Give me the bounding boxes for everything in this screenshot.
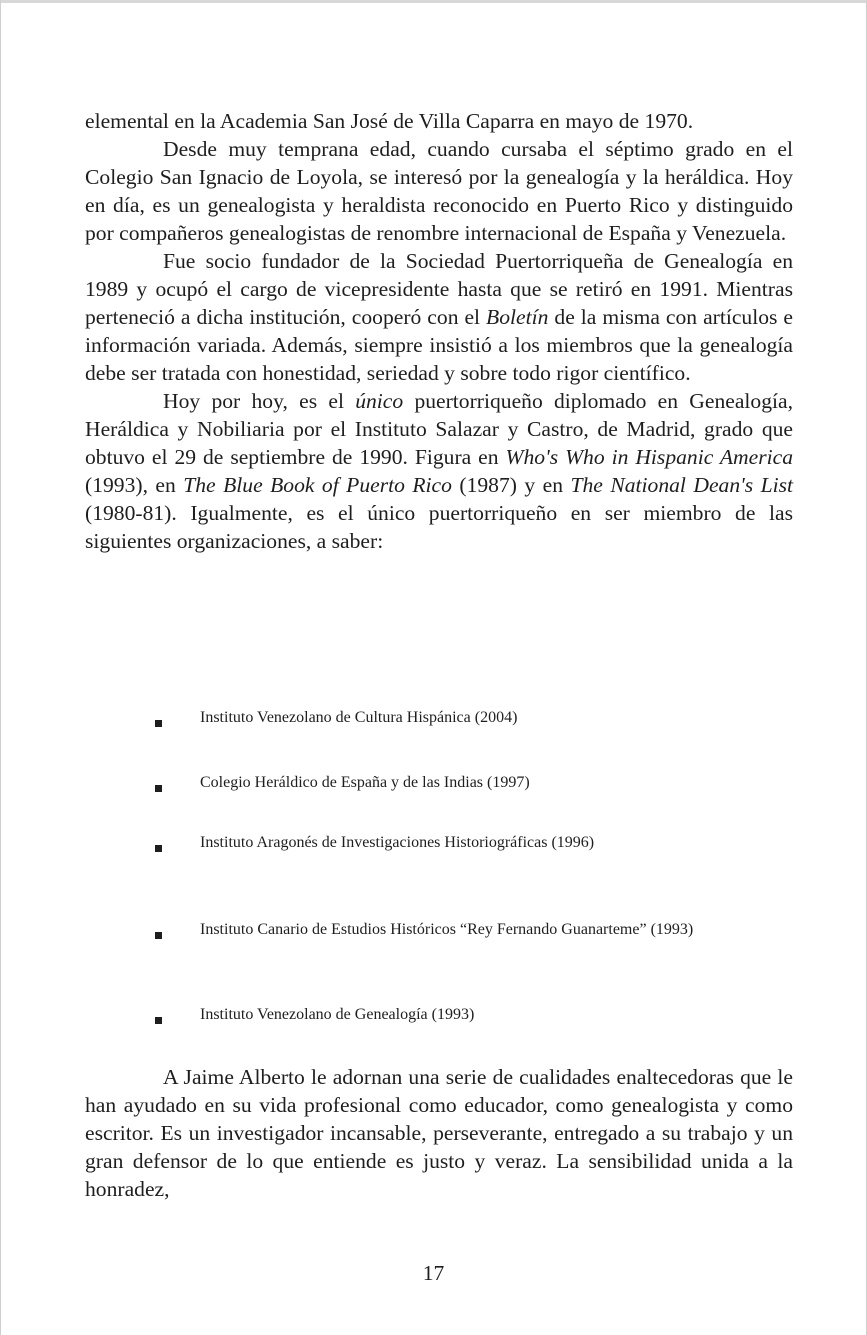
list-item: [85, 921, 793, 939]
list-item-label: Colegio Heráldico de España y de las Indias (1997): [200, 774, 530, 791]
paragraph-2: Desde muy temprana edad, cuando cursaba el séptimo grado en el Colegio San Ignacio de Loyola, se interesó por la genealogía y la heráldica. Hoy en día, es un genealogista y heraldista reconocido en Puerto Rico y distinguido por compañeros genealogistas de renombre internacional de España y Venezuela.: [85, 137, 793, 245]
deans-list-title: The National Dean's List: [570, 473, 794, 497]
paragraph-4-text-g: (1987) y en: [451, 473, 571, 497]
blue-book-title: The Blue Book of Puerto Rico: [183, 473, 452, 497]
paragraph-1: elemental en la Academia San José de Villa Caparra en mayo de 1970.: [85, 109, 694, 133]
list-item: [85, 709, 793, 727]
paragraph-4-text-a: Hoy por hoy, es el: [163, 389, 356, 413]
paragraph-3: [85, 247, 793, 387]
boletin-title: Boletín: [486, 305, 549, 329]
paragraph-4-text-c: puertorriqueño diplomado en Genealogía, Heráldica y Nobiliaria por el Instituto Salazar y Castro, de Madrid, grado que obtuvo el 29 de septiembre de 1990. Figura en: [85, 389, 793, 469]
list-item: [85, 774, 793, 792]
bullet-square-icon: [155, 932, 162, 939]
paragraph-3-text-a: Fue socio fundador de la Sociedad Puertorriqueña de Genealogía en 1989 y ocupó el cargo de vicepresidente hasta que se retiró en 1991. Mientras perteneció a dicha institución, cooperó con el: [85, 249, 793, 329]
unico-emphasis: único: [355, 389, 404, 413]
bullet-square-icon: [155, 785, 162, 792]
bullet-square-icon: [155, 720, 162, 727]
list-item: [85, 1006, 793, 1024]
bullet-square-icon: [155, 1017, 162, 1024]
list-item: [85, 834, 793, 852]
closing-paragraph: A Jaime Alberto le adornan una serie de cualidades enaltecedoras que le han ayudado en su vida profesional como educador, como genealogista y como escritor. Es un investigador incansable, perseverante, entregado a su trabajo y un gran defensor de lo que entiende es justo y veraz. La sensibilidad unida a la honradez,: [85, 1065, 793, 1201]
whos-who-title: Who's Who in Hispanic America: [505, 445, 794, 469]
list-item-label: Instituto Canario de Estudios Históricos “Rey Fernando Guanarteme” (1993): [200, 921, 694, 938]
paragraph-4-text-i: (1980-81). Igualmente, es el único puertorriqueño en ser miembro de las siguientes organizaciones, a saber:: [85, 501, 793, 553]
body-text: [85, 107, 793, 555]
list-item-label: Instituto Venezolano de Cultura Hispánica (2004): [200, 709, 518, 726]
paragraph-3-text-c: de la misma con artículos e información variada. Además, siempre insistió a los miembros que la genealogía debe ser tratada con honestidad, seriedad y sobre todo rigor científico.: [85, 305, 793, 385]
list-item-label: Instituto Aragonés de Investigaciones Historiográficas (1996): [200, 834, 595, 851]
bullet-square-icon: [155, 845, 162, 852]
paragraph-4-text-e: (1993), en: [85, 473, 184, 497]
paragraph-4: [85, 387, 793, 555]
list-item-label: Instituto Venezolano de Genealogía (1993): [200, 1006, 475, 1023]
page-number: 17: [422, 1261, 445, 1285]
